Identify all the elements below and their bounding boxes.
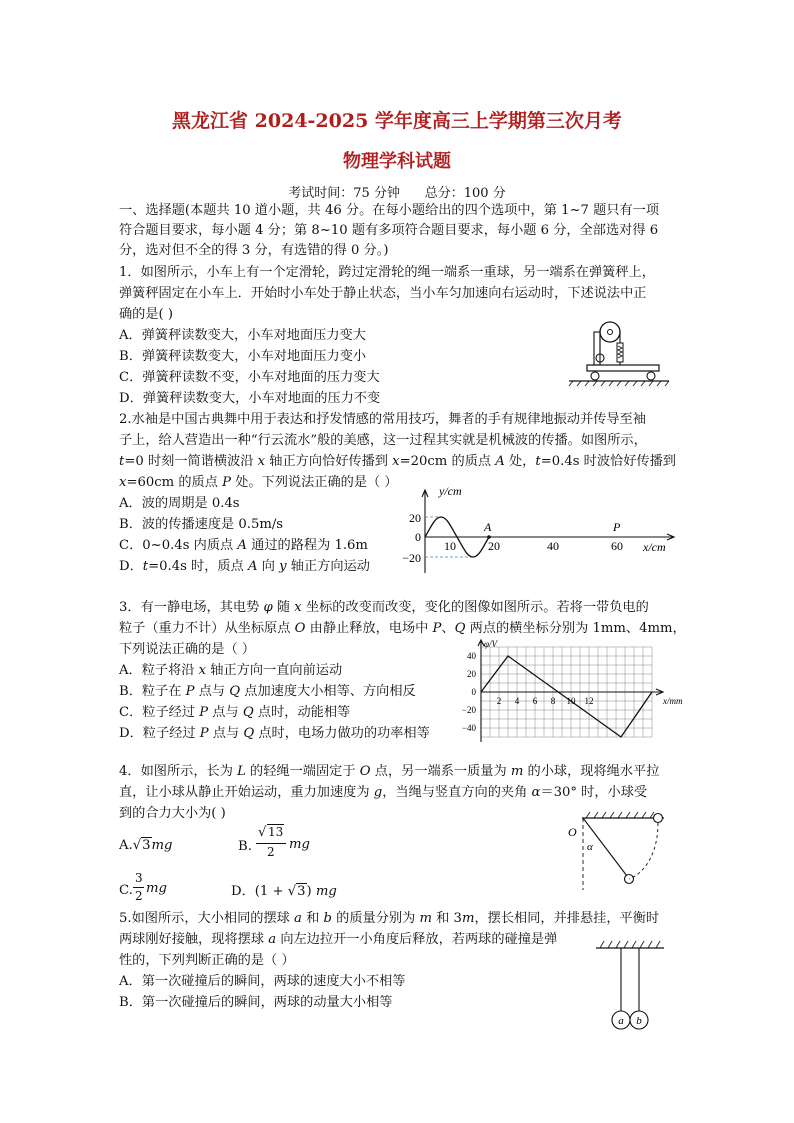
q4-stem-line: 4．如图所示，长为 L 的轻绳一端固定于 O 点，另一端系一质量为 m 的小球，现将绳水平拉 xyxy=(119,764,660,779)
q2-x-tick: 20 xyxy=(488,539,500,553)
q3-y-tick: 40 xyxy=(467,651,476,661)
q2-y-tick: 0 xyxy=(415,530,421,544)
page-subtitle: 物理学科试题 xyxy=(343,151,451,172)
q3-x-tick: 12 xyxy=(584,696,594,706)
q2-stem-line: x=60cm 的质点 P 处。下列说法正确的是（ ） xyxy=(119,475,398,490)
q3-y-tick: −20 xyxy=(461,705,476,715)
exam-info: 考试时间：75 分钟 总分：100 分 xyxy=(288,186,506,201)
q5-option-a: A．第一次碰撞后的瞬间，两球的速度大小不相等 xyxy=(119,974,406,989)
q3-stem-line: 3．有一静电场，其电势 φ 随 x 坐标的改变而改变，变化的图像如图所示。若将一带负电的 xyxy=(119,600,649,615)
q3-option-a: A．粒子将沿 x 轴正方向一直向前运动 xyxy=(119,663,343,678)
q4-option-a: A.√3mg xyxy=(119,838,173,853)
section-instructions-line: 分，选对但不全的得 3 分，有选错的得 0 分。) xyxy=(119,243,389,258)
q3-x-tick: 8 xyxy=(550,696,556,706)
q3-y-tick: 0 xyxy=(471,687,476,697)
q5-stem-line: 5.如图所示，大小相同的摆球 a 和 b 的质量分别为 m 和 3m，摆长相同，并排悬挂，平衡时 xyxy=(119,911,660,926)
q3-stem-line: 下列说法正确的是（ ） xyxy=(119,642,256,657)
q5-ball-a-label: a xyxy=(618,1015,624,1027)
q5-stem-line: 两球刚好接触，现将摆球 a 向左边拉开一小角度后释放，若两球的碰撞是弹 xyxy=(119,932,558,947)
q3-option-b: B．粒子在 P 点与 Q 点加速度大小相等、方向相反 xyxy=(119,684,416,699)
q3-x-tick: 4 xyxy=(514,696,520,706)
q1-stem-line: 确的是( ) xyxy=(119,307,174,322)
q2-x-tick: 40 xyxy=(547,539,559,553)
q1-option-c: C．弹簧秤读数不变，小车对地面的压力变大 xyxy=(119,370,380,385)
q1-option-a: A．弹簧秤读数变大，小车对地面压力变大 xyxy=(119,328,366,343)
q3-option-d: D．粒子经过 P 点与 Q 点时，电场力做功的功率相等 xyxy=(119,726,430,741)
page-title: 黑龙江省 2024-2025 学年度高三上学期第三次月考 xyxy=(172,110,622,132)
q3-option-c: C．粒子经过 P 点与 Q 点时，动能相等 xyxy=(119,705,351,720)
q2-option-a: A．波的周期是 0.4s xyxy=(119,496,240,511)
q4-pendulum-figure xyxy=(560,808,680,892)
q2-wave-graph xyxy=(395,487,695,577)
q2-stem-line: t=0 时刻一简谐横波沿 x 轴正方向恰好传播到 x=20cm 的质点 A 处，t=0.4s 时波恰好传播到 xyxy=(119,454,676,469)
q2-graph-y-label: y/cm xyxy=(439,487,462,498)
q2-point-a-label: A xyxy=(484,520,492,534)
q2-option-d: D．t=0.4s 时，质点 A 向 y 轴正方向运动 xyxy=(119,559,370,574)
q2-y-tick: −20 xyxy=(402,551,421,565)
q5-option-b: B．第一次碰撞后的瞬间，两球的动量大小相等 xyxy=(119,995,393,1010)
q3-x-tick: 6 xyxy=(532,696,538,706)
q2-x-tick: 10 xyxy=(444,539,456,553)
q3-graph-x-label: x/mm xyxy=(663,696,683,706)
q4-option-d: D．(1 + √3) mg xyxy=(231,884,337,899)
q2-option-c: C．0~0.4s 内质点 A 通过的路程为 1.6m xyxy=(119,538,368,553)
q3-potential-graph xyxy=(450,638,700,742)
q3-x-tick: 10 xyxy=(566,696,576,706)
q4-stem-line: 直，让小球从静止开始运动，重力加速度为 g，当绳与竖直方向的夹角 α＝30° 时，小球受 xyxy=(119,785,648,800)
q1-option-d: D．弹簧秤读数变大，小车对地面的压力不变 xyxy=(119,391,381,406)
q3-x-tick: 2 xyxy=(496,696,502,706)
q4-stem-line: 到的合力大小为( ) xyxy=(119,806,226,821)
q1-cart-pulley-figure xyxy=(565,318,675,390)
q2-x-tick: 60 xyxy=(611,539,623,553)
q4-angle-alpha-label: α xyxy=(587,841,593,853)
section-instructions-line: 一、选择题(本题共 10 道小题，共 46 分。在每小题给出的四个选项中，第 1~7 题只有一项 xyxy=(119,203,660,218)
q2-option-b: B．波的传播速度是 0.5m/s xyxy=(119,517,284,532)
q4-point-o-label: O xyxy=(568,825,577,839)
q2-y-tick: 20 xyxy=(409,511,421,525)
q3-graph-y-label: φ/V xyxy=(484,639,497,649)
q5-stem-line: 性的，下列判断正确的是（ ） xyxy=(119,953,295,968)
q3-y-tick: 20 xyxy=(467,669,476,679)
q2-stem-line: 子上，给人营造出一种“行云流水”般的美感，这一过程其实就是机械波的传播。如图所示， xyxy=(119,433,647,448)
q2-graph-x-label: x/cm xyxy=(643,540,666,554)
q5-double-pendulum-figure xyxy=(590,934,670,1034)
q3-y-tick: −40 xyxy=(461,723,476,733)
q2-stem-line: 2.水袖是中国古典舞中用于表达和抒发情感的常用技巧，舞者的手有规律地振动并传导至袖 xyxy=(119,412,646,427)
q5-ball-b-label: b xyxy=(636,1015,642,1027)
q2-point-p-label: P xyxy=(613,520,621,534)
q3-stem-line: 粒子（重力不计）从坐标原点 O 由静止释放，电场中 P、Q 两点的横坐标分别为 1mm、4mm， xyxy=(119,621,686,636)
q1-stem-line: 弹簧秤固定在小车上．开始时小车处于静止状态，当小车匀加速向右运动时，下述说法中正 xyxy=(119,286,647,301)
q1-option-b: B．弹簧秤读数变大，小车对地面压力变小 xyxy=(119,349,367,364)
q1-stem-line: 1．如图所示，小车上有一个定滑轮，跨过定滑轮的绳一端系一重球，另一端系在弹簧秤上， xyxy=(119,265,655,280)
section-instructions-line: 符合题目要求，每小题 4 分；第 8~10 题有多项符合题目要求，每小题 6 分，全部选对得 6 xyxy=(119,223,659,238)
